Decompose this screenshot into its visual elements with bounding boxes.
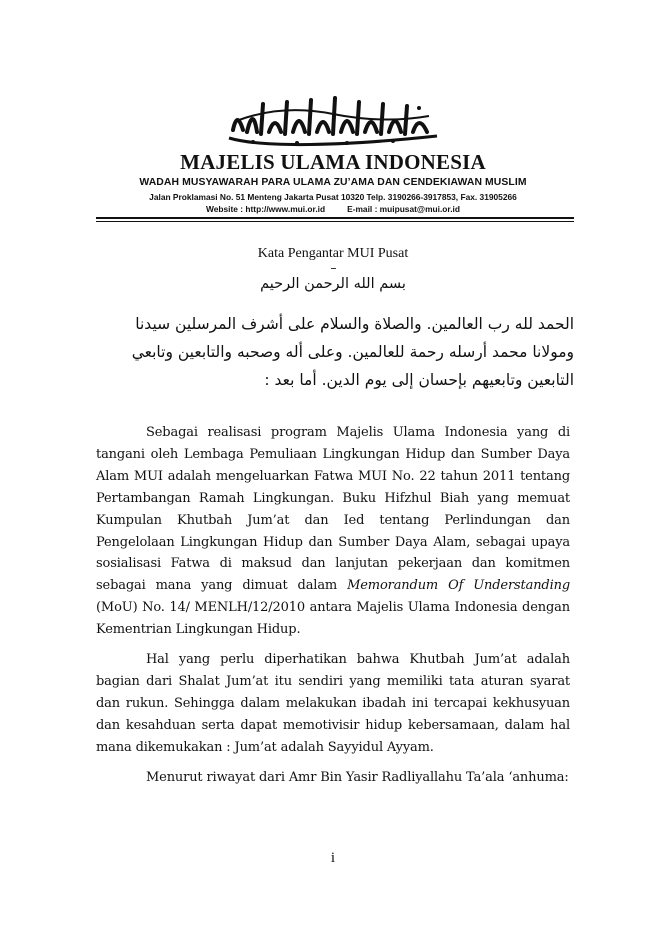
title-divider <box>331 268 336 269</box>
paragraph-1 <box>96 422 570 641</box>
letterhead-rule-thick <box>96 217 574 219</box>
organization-tagline: WADAH MUSYAWARAH PARA ULAMA ZU’AMA DAN CENDEKIAWAN MUSLIM <box>139 177 527 188</box>
email-text: E-mail : muipusat@mui.or.id <box>347 204 460 214</box>
paragraph-2: Hal yang perlu diperhatikan bahwa Khutbah Jum’at adalah bagian dari Shalat Jum’at itu sendiri yang memiliki tata aturan syarat dan rukun. Sehingga dalam melakukan ibadah ini tercapai kekhusyuan dan kesahduan serta dapat memotivisir hidup kebersamaan, dalam hal mana dikemukakan : Jum’at adalah Sayyidul Ayyam. <box>96 652 570 755</box>
calligraphy-logo-icon <box>223 96 443 148</box>
paragraph-1-text-end: (MoU) No. 14/ MENLH/12/2010 antara Majelis Ulama Indonesia dengan Kementrian Lingkungan Hidup. <box>96 600 570 638</box>
page-number: i <box>330 850 336 866</box>
organization-name: MAJELIS ULAMA INDONESIA <box>180 150 486 174</box>
mou-italic-text: Memorandum Of Understanding <box>347 578 571 594</box>
document-title: Kata Pengantar MUI Pusat <box>257 246 409 261</box>
mui-logo <box>223 96 443 148</box>
arabic-opening-paragraph: الحمد لله رب العالمين. والصلاة والسلام على أشرف المرسلين سيدنا ومولانا محمد أرسله رحمة للعالمين. وعلى أله وصحبه والتابعين وتابعي التابعين وتابعيهم بإحسان إلى يوم الدين. أما بعد : <box>131 315 574 389</box>
basmalah-text: بسم الله الرحمن الرحيم <box>260 276 406 292</box>
organization-contact <box>0 204 666 214</box>
paragraph-3: Menurut riwayat dari Amr Bin Yasir Radliyallahu Ta’ala ‘anhuma: <box>146 769 569 785</box>
website-text: Website : http://www.mui.or.id <box>206 204 326 214</box>
organization-address: Jalan Proklamasi No. 51 Menteng Jakarta Pusat 10320 Telp. 3190266-3917853, Fax. 31905266 <box>149 192 517 202</box>
body-text <box>96 422 570 797</box>
paragraph-1-text: Sebagai realisasi program Majelis Ulama Indonesia yang di tangani oleh Lembaga Pemuliaan Lingkungan Hidup dan Sumber Daya Alam MUI adalah mengeluarkan Fatwa MUI No. 22 tahun 2011 tentang Pertambangan Ramah Lingkungan. Buku Hifzhul Biah yang memuat Kumpulan Khutbah Jum’at dan Ied tentang Perlindungan dan Pengelolaan Lingkungan Hidup dan Sumber Daya Alam, sebagai upaya sosialisasi Fatwa di maksud dan lanjutan pekerjaan dan komitmen sebagai mana yang dimuat dalam <box>96 425 570 594</box>
letterhead-rule-thin <box>96 221 574 222</box>
